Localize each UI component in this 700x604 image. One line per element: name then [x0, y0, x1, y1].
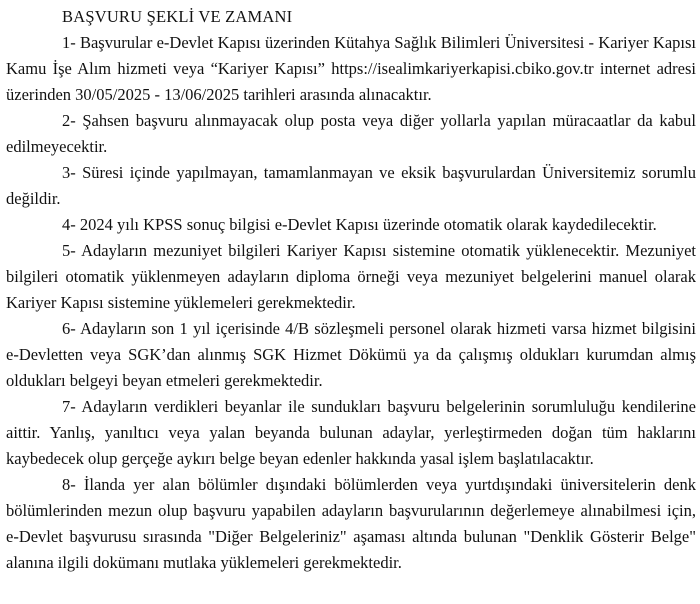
- section-heading: BAŞVURU ŞEKLİ VE ZAMANI: [62, 7, 293, 26]
- paragraph-3: 3- Süresi içinde yapılmayan, tamamlanmayan ve eksik başvurulardan Üniversitemiz sorumlu değildir.: [6, 163, 696, 208]
- paragraph-8: 8- İlanda yer alan bölümler dışındaki bölümlerden veya yurtdışındaki üniversitelerin denk bölümlerinden mezun olup başvuru yapabilen adayların başvurularının değerlemeye alınabilmesi için, e-Devlet başvurusu sırasında "Diğer Belgeleriniz" aşaması altında bulunan "Denklik Gösterir Belge" alanına ilgili dokümanı mutlaka yüklemeleri gerekmektedir.: [6, 475, 696, 572]
- paragraph-2: 2- Şahsen başvuru alınmayacak olup posta veya diğer yollarla yapılan müracaatlar da kabul edilmeyecektir.: [6, 111, 696, 156]
- document-section: [6, 4, 696, 576]
- paragraph-1: 1- Başvurular e-Devlet Kapısı üzerinden Kütahya Sağlık Bilimleri Üniversitesi - Kariyer Kapısı Kamu İşe Alım hizmeti veya “Kariyer Kapısı” https://isealimkariyerkapisi.cbiko.gov.tr internet adresi üzerinden 30/05/2025 - 13/06/2025 tarihleri arasında alınacaktır.: [6, 33, 696, 104]
- paragraph-4: 4- 2024 yılı KPSS sonuç bilgisi e-Devlet Kapısı üzerinde otomatik olarak kaydedilecektir.: [62, 215, 657, 234]
- paragraph-7: 7- Adayların verdikleri beyanlar ile sundukları başvuru belgelerinin sorumluluğu kendilerine aittir. Yanlış, yanıltıcı veya yalan beyanda bulunan adaylar, yerleştirmeden doğan tüm haklarını kaybedecek olup gerçeğe aykırı belge beyan edenler hakkında yasal işlem başlatılacaktır.: [6, 397, 696, 468]
- paragraph-6: 6- Adayların son 1 yıl içerisinde 4/B sözleşmeli personel olarak hizmeti varsa hizmet bilgisini e-Devletten veya SGK’dan alınmış SGK Hizmet Dökümü ya da çalışmış oldukları kurumdan almış oldukları belgeyi beyan etmeleri gerekmektedir.: [6, 319, 696, 390]
- paragraph-5: 5- Adayların mezuniyet bilgileri Kariyer Kapısı sistemine otomatik yüklenecektir. Mezuniyet bilgileri otomatik yüklenmeyen adayların diploma örneği veya mezuniyet belgelerini manuel olarak Kariyer Kapısı sistemine yüklemeleri gerekmektedir.: [6, 241, 696, 312]
